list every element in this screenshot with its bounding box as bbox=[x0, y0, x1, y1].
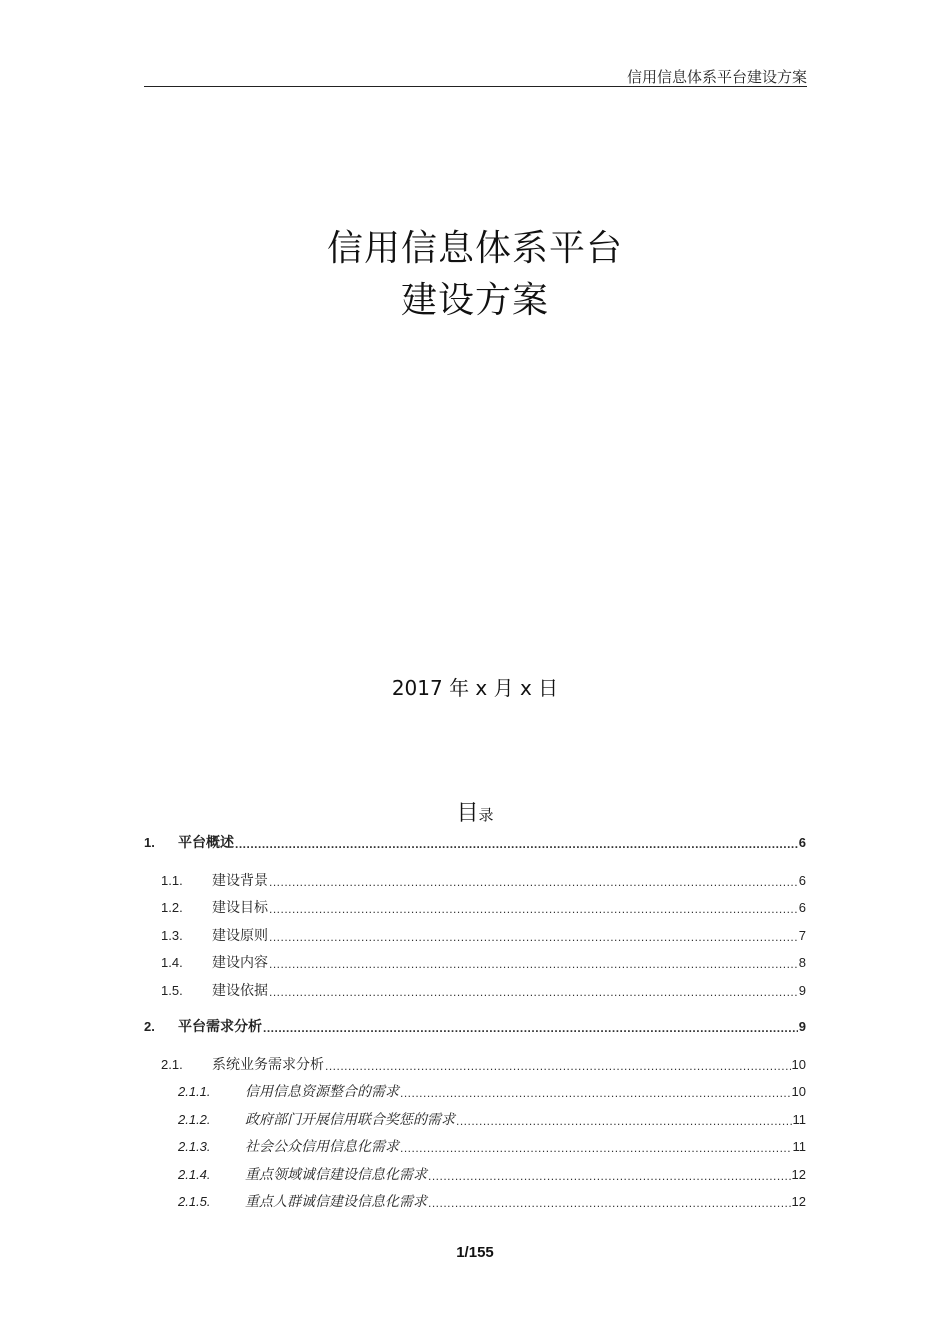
document-date: 2017 年 x 月 x 日 bbox=[391, 676, 559, 700]
toc-entry[interactable] bbox=[144, 980, 806, 1000]
page-header bbox=[144, 66, 807, 87]
toc-entry-label: 信用信息资源整合的需求 bbox=[245, 1084, 399, 1100]
toc-entry-leader bbox=[263, 1020, 798, 1036]
toc-entry[interactable] bbox=[144, 1191, 806, 1211]
toc-entry[interactable] bbox=[144, 1054, 806, 1074]
toc-entry[interactable] bbox=[144, 1081, 806, 1101]
header-title: 信用信息体系平台建设方案 bbox=[626, 68, 807, 86]
toc-entry-number: 1.4. bbox=[161, 955, 183, 970]
toc-entry-number: 2.1.2. bbox=[178, 1112, 211, 1127]
toc-entry-label: 建设目标 bbox=[212, 900, 268, 916]
toc-entry-leader bbox=[269, 901, 798, 917]
toc-heading-main: 目 bbox=[456, 801, 479, 826]
document-title-line2: 建设方案 bbox=[400, 280, 549, 321]
toc-entry-number: 2.1.3. bbox=[178, 1139, 211, 1154]
toc-entry-number: 1.5. bbox=[161, 983, 183, 998]
toc-entry-number: 1.3. bbox=[161, 928, 183, 943]
toc-entry-label: 系统业务需求分析 bbox=[212, 1057, 324, 1073]
toc-entry-leader bbox=[235, 836, 798, 852]
toc-entry-leader bbox=[269, 956, 798, 972]
toc-entry-page: 9 bbox=[798, 1019, 806, 1034]
toc-entry-leader bbox=[428, 1168, 791, 1184]
toc-entry-label: 平台概述 bbox=[178, 835, 234, 851]
toc-entry-number: 2.1.5. bbox=[178, 1194, 211, 1209]
toc-entry-leader bbox=[269, 929, 798, 945]
toc-entry-number: 2. bbox=[144, 1019, 155, 1034]
toc-entry-page: 12 bbox=[791, 1167, 806, 1182]
toc-entry[interactable] bbox=[144, 952, 806, 972]
toc-entry-number: 1. bbox=[144, 835, 155, 850]
toc-entry[interactable] bbox=[144, 832, 806, 852]
toc-entry-page: 6 bbox=[798, 900, 806, 915]
toc-entry-number: 2.1.4. bbox=[178, 1167, 211, 1182]
toc-entry-page: 11 bbox=[792, 1139, 806, 1154]
toc-entry-label: 建设内容 bbox=[212, 955, 268, 971]
toc-entry[interactable] bbox=[144, 1164, 806, 1184]
toc-entry-number: 2.1. bbox=[161, 1057, 183, 1072]
toc-entry-label: 重点领域诚信建设信息化需求 bbox=[245, 1167, 427, 1183]
toc-entry[interactable] bbox=[144, 925, 806, 945]
toc-entry-number: 2.1.1. bbox=[178, 1084, 211, 1099]
toc-entry[interactable] bbox=[144, 1136, 806, 1156]
toc-entry-label: 重点人群诚信建设信息化需求 bbox=[245, 1194, 427, 1210]
toc-entry[interactable] bbox=[144, 897, 806, 917]
toc-entry-label: 建设原则 bbox=[212, 928, 268, 944]
toc-entry-page: 6 bbox=[798, 873, 806, 888]
toc-entry-label: 政府部门开展信用联合奖惩的需求 bbox=[245, 1112, 455, 1128]
toc-entry-page: 7 bbox=[798, 928, 806, 943]
toc-entry-leader bbox=[400, 1085, 791, 1101]
toc-entry-label: 社会公众信用信息化需求 bbox=[245, 1139, 399, 1155]
toc-entry-label: 建设依据 bbox=[212, 983, 268, 999]
toc-entry-page: 10 bbox=[791, 1057, 806, 1072]
toc-entry-page: 10 bbox=[791, 1084, 806, 1099]
toc-entry-page: 8 bbox=[798, 955, 806, 970]
toc-entry[interactable] bbox=[144, 1016, 806, 1036]
page-indicator: 1/155 bbox=[456, 1244, 494, 1261]
document-title-line1: 信用信息体系平台 bbox=[326, 228, 623, 269]
toc-entry-label: 建设背景 bbox=[212, 873, 268, 889]
toc-entry-leader bbox=[269, 984, 798, 1000]
toc-entry-leader bbox=[428, 1195, 791, 1211]
toc-entry[interactable] bbox=[144, 1109, 806, 1129]
toc-entry-page: 11 bbox=[792, 1112, 806, 1127]
toc-entry-leader bbox=[269, 874, 798, 890]
toc-entry-label: 平台需求分析 bbox=[178, 1019, 262, 1035]
toc-entry-page: 12 bbox=[791, 1194, 806, 1209]
toc-entry-page: 9 bbox=[798, 983, 806, 998]
toc-heading bbox=[0, 796, 950, 827]
toc-heading-small: 录 bbox=[478, 806, 494, 824]
toc-entry-page: 6 bbox=[798, 835, 806, 850]
toc-entry-leader bbox=[400, 1140, 792, 1156]
toc-entry-number: 1.2. bbox=[161, 900, 183, 915]
toc-entry-leader bbox=[325, 1058, 791, 1074]
toc-entry-leader bbox=[456, 1113, 792, 1129]
toc-entry[interactable] bbox=[144, 870, 806, 890]
toc-entry-number: 1.1. bbox=[161, 873, 183, 888]
